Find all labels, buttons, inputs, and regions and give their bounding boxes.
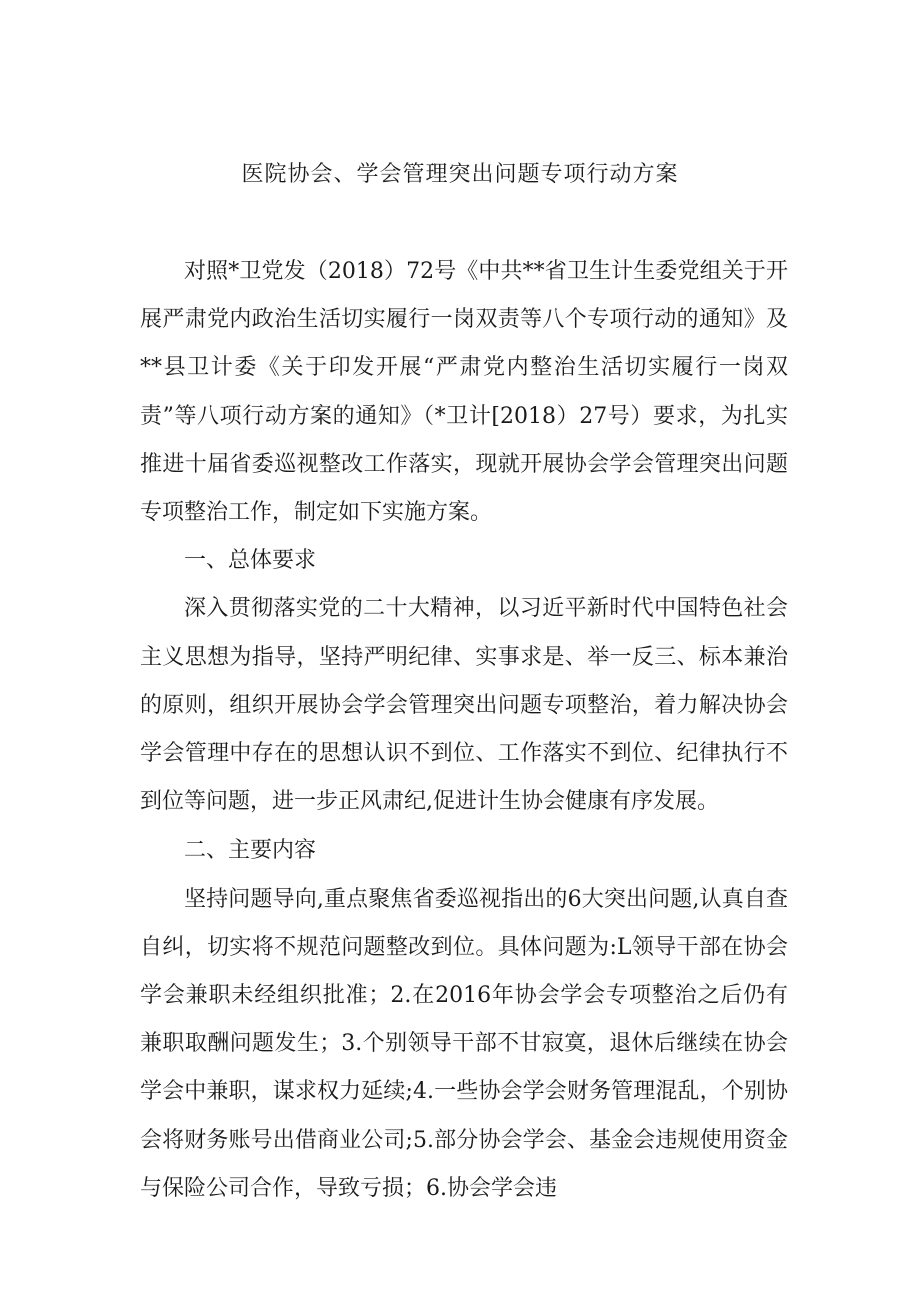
section-2-heading: 二、主要内容 xyxy=(184,838,317,864)
section-1-heading: 一、总体要求 xyxy=(184,548,317,574)
intro-paragraph: 对照*卫党发（2018）72号《中共**省卫生计生委党组关于开展严肃党内政治生活切实履行一岗双责等八个专项行动的通知》及**县卫计委《关于印发开展“严肃党内整治生活切实履行一岗双责”等八项行动方案的通知》（*卫计[2018）27号）要求，为扎实推进十届省委巡视整改工作落实，现就开展协会学会管理突出问题专项整治工作，制定如下实施方案。 xyxy=(140,259,788,526)
document-body xyxy=(140,248,788,1213)
section-2-paragraph: 坚持问题导向,重点聚焦省委巡视指出的6大突出问题,认真自查自纠，切实将不规范问题整改到位。具体问题为:L领导干部在协会学会兼职未经组织批准；2.在2016年协会学会专项整治之后仍有兼职取酬问题发生；3.个别领导干部不甘寂寞，退休后继续在协会学会中兼职，谋求权力延续;4.一些协会学会财务管理混乱，个别协会将财务账号出借商业公司;5.部分协会学会、基金会违规使用资金与保险公司合作，导致亏损；6.协会学会违 xyxy=(140,886,788,1201)
document-title: 医院协会、学会管理突出问题专项行动方案 xyxy=(241,162,679,187)
section-1-paragraph: 深入贯彻落实党的二十大精神，以习近平新时代中国特色社会主义思想为指导，坚持严明纪律、实事求是、举一反三、标本兼治的原则，组织开展协会学会管理突出问题专项整治，着力解决协会学会管理中存在的思想认识不到位、工作落实不到位、纪律执行不到位等问题，进一步正风肃纪,促进计生协会健康有序发展。 xyxy=(140,596,788,815)
